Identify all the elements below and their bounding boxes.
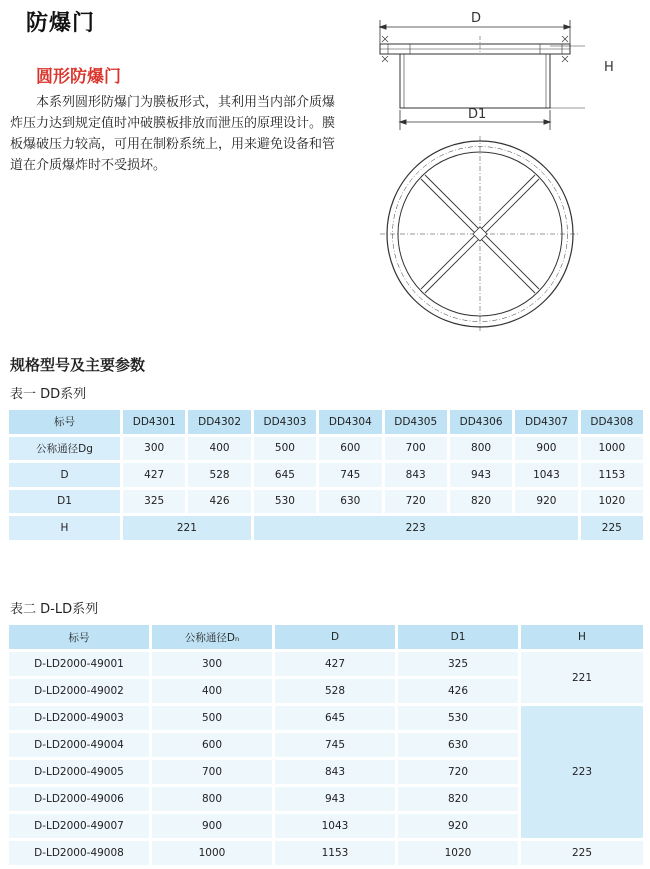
- table-cell: 1153: [581, 463, 643, 487]
- header-cell: DD4305: [385, 410, 447, 434]
- dd-series-table: [6, 407, 646, 543]
- table-cell: 600: [319, 437, 381, 461]
- header-cell: 公称通径Dₙ: [152, 625, 272, 649]
- header-cell: DD4301: [123, 410, 185, 434]
- top-view: [380, 136, 580, 332]
- header-cell: DD4302: [188, 410, 250, 434]
- table-cell: D-LD2000-49003: [9, 706, 149, 730]
- table-cell: 225: [581, 516, 643, 540]
- table-cell: 1000: [152, 841, 272, 865]
- table-cell: 700: [152, 760, 272, 784]
- table-cell: D-LD2000-49001: [9, 652, 149, 676]
- header-cell: DD4307: [515, 410, 577, 434]
- table-cell: D-LD2000-49006: [9, 787, 149, 811]
- table-cell: D-LD2000-49004: [9, 733, 149, 757]
- spec-title: 规格型号及主要参数: [10, 356, 146, 374]
- table-cell: 1043: [515, 463, 577, 487]
- table1-caption: 表一 DD系列: [10, 387, 87, 402]
- table-cell: 530: [254, 490, 316, 514]
- table-cell: 500: [254, 437, 316, 461]
- header-cell: DD4304: [319, 410, 381, 434]
- header-cell: H: [521, 625, 643, 649]
- header-cell: DD4306: [450, 410, 512, 434]
- technical-drawing: [370, 6, 585, 336]
- table-cell: 1020: [398, 841, 518, 865]
- table-cell: 720: [385, 490, 447, 514]
- table-cell: 1000: [581, 437, 643, 461]
- header-cell: DD4303: [254, 410, 316, 434]
- table-cell: 630: [398, 733, 518, 757]
- table-cell: 528: [188, 463, 250, 487]
- table-cell: 221: [123, 516, 251, 540]
- table-cell: 800: [450, 437, 512, 461]
- table-cell: 843: [275, 760, 395, 784]
- table-cell: 645: [254, 463, 316, 487]
- table-row: [9, 841, 643, 865]
- label-d1: D1: [468, 107, 487, 122]
- header-cell: 标号: [9, 410, 120, 434]
- row-label: H: [9, 516, 120, 540]
- table-row: [9, 437, 643, 461]
- table-cell: 645: [275, 706, 395, 730]
- table-cell: 300: [152, 652, 272, 676]
- table-cell: 528: [275, 679, 395, 703]
- row-label: 公称通径Dg: [9, 437, 120, 461]
- table-cell: 920: [515, 490, 577, 514]
- table-cell: D-LD2000-49008: [9, 841, 149, 865]
- page-title: 防爆门: [26, 11, 96, 36]
- table-cell: 427: [275, 652, 395, 676]
- table-cell: 1043: [275, 814, 395, 838]
- table-cell: 427: [123, 463, 185, 487]
- table-cell: 820: [450, 490, 512, 514]
- table2-caption: 表二 D-LD系列: [10, 602, 99, 617]
- table-row: [9, 410, 643, 434]
- table-cell: 630: [319, 490, 381, 514]
- table-cell: 223: [254, 516, 578, 540]
- table-cell: 600: [152, 733, 272, 757]
- table-cell: 720: [398, 760, 518, 784]
- d-ld-series-table: [6, 622, 646, 868]
- table-cell: 920: [398, 814, 518, 838]
- table-cell: 800: [152, 787, 272, 811]
- table-cell: 745: [275, 733, 395, 757]
- table-cell: 500: [152, 706, 272, 730]
- table-row: [9, 652, 643, 676]
- table-row: [9, 516, 643, 540]
- table-cell: 943: [275, 787, 395, 811]
- table-row: [9, 625, 643, 649]
- table-cell: 426: [398, 679, 518, 703]
- table-cell: 1153: [275, 841, 395, 865]
- table-cell: 943: [450, 463, 512, 487]
- table-cell: 325: [398, 652, 518, 676]
- table-cell: 820: [398, 787, 518, 811]
- table-row: [9, 463, 643, 487]
- label-d: D: [471, 11, 482, 26]
- label-h: H: [604, 60, 614, 75]
- table-cell: D-LD2000-49002: [9, 679, 149, 703]
- header-cell: 标号: [9, 625, 149, 649]
- table-cell: 325: [123, 490, 185, 514]
- header-cell: D1: [398, 625, 518, 649]
- table-cell: 530: [398, 706, 518, 730]
- table-cell: 1020: [581, 490, 643, 514]
- table-cell: 426: [188, 490, 250, 514]
- table-cell: 223: [521, 706, 643, 838]
- section-subtitle: 圆形防爆门: [36, 67, 121, 87]
- table-cell: 300: [123, 437, 185, 461]
- table-row: [9, 490, 643, 514]
- table-cell: 900: [515, 437, 577, 461]
- table-cell: 400: [188, 437, 250, 461]
- header-cell: DD4308: [581, 410, 643, 434]
- table-cell: 400: [152, 679, 272, 703]
- table-cell: 900: [152, 814, 272, 838]
- table-cell: D-LD2000-49007: [9, 814, 149, 838]
- table-row: [9, 706, 643, 730]
- row-label: D1: [9, 490, 120, 514]
- header-cell: D: [275, 625, 395, 649]
- table-cell: 843: [385, 463, 447, 487]
- table-cell: 745: [319, 463, 381, 487]
- intro-paragraph: 本系列圆形防爆门为膜板形式，其利用当内部介质爆炸压力达到规定值时冲破膜板排放而泄压的原理设计。膜板爆破压力较高，可用在制粉系统上，用来避免设备和管道在介质爆炸时不受损坏。: [10, 95, 336, 173]
- table-cell: 221: [521, 652, 643, 703]
- table-cell: 700: [385, 437, 447, 461]
- table-cell: D-LD2000-49005: [9, 760, 149, 784]
- table-cell: 225: [521, 841, 643, 865]
- row-label: D: [9, 463, 120, 487]
